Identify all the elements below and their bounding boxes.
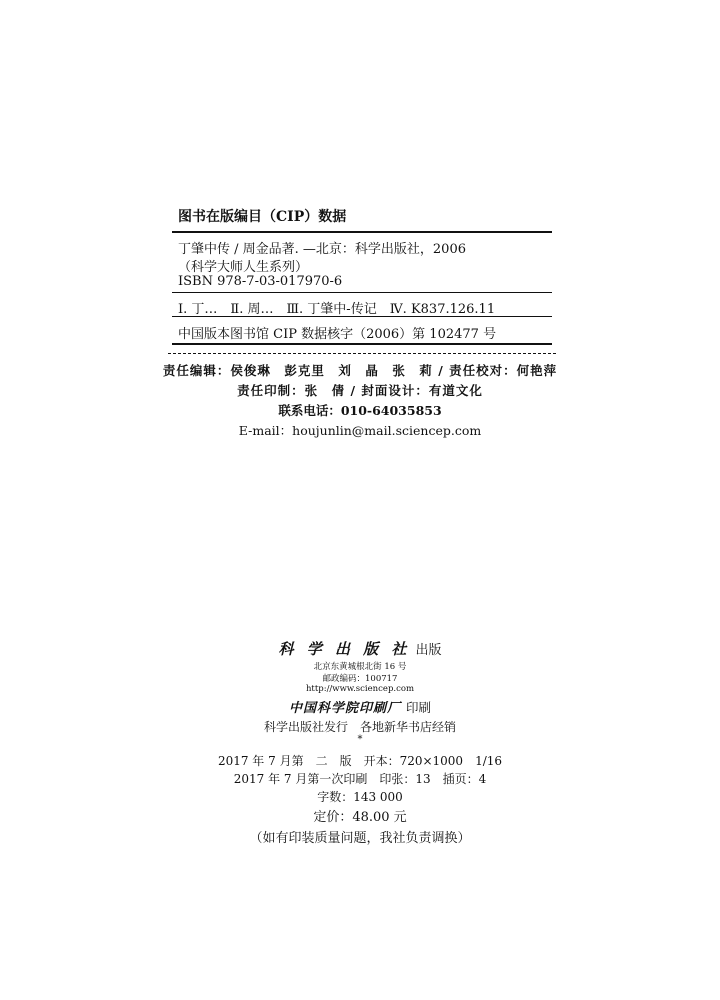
publisher-website: http://www.sciencep.com: [305, 684, 415, 694]
printer-line: [0, 697, 720, 716]
cip-mid-rule-2: [172, 316, 552, 317]
cip-top-rule: [172, 231, 552, 233]
cip-heading: 图书在版编目（CIP）数据: [178, 209, 347, 225]
email-line: E-mail：houjunlin@mail.sciencep.com: [238, 423, 482, 438]
separator-star: *: [357, 734, 363, 745]
printing-line: 2017 年 7 月第一次印刷 印张：13 插页：4: [233, 772, 487, 786]
phone-line: 联系电话：010-64035853: [278, 403, 442, 418]
distribution-line: 科学出版社发行 各地新华书店经销: [263, 720, 456, 734]
cip-bottom-rule: [172, 343, 552, 345]
cip-series-line: （科学大师人生系列）: [178, 260, 309, 275]
publisher-postcode: 邮政编码：100717: [322, 674, 398, 684]
cip-isbn-line: ISBN 978-7-03-017970-6: [178, 274, 343, 289]
publisher-address: 北京东黄城根北街 16 号: [313, 662, 407, 672]
price-line: 定价：48.00 元: [313, 810, 407, 825]
edition-line: 2017 年 7 月第 二 版 开本：720×1000 1/16: [217, 754, 503, 768]
cip-title-line: 丁肇中传 / 周金品著. —北京：科学出版社，2006: [178, 242, 466, 257]
dashed-divider: [168, 353, 556, 354]
word-count-line: 字数：143 000: [317, 790, 403, 804]
cip-number-line: 中国版本图书馆 CIP 数据核字（2006）第 102477 号: [178, 327, 497, 342]
publisher-line: [0, 638, 720, 659]
publisher-suffix: 出版: [415, 643, 442, 658]
printer-suffix: 印刷: [406, 700, 432, 715]
cip-mid-rule: [172, 292, 552, 293]
printer-logo-text: 中国科学院印刷厂: [288, 701, 401, 716]
print-design-line: 责任印制：张 倩 / 封面设计：有道文化: [237, 383, 483, 398]
cip-classification-line: Ⅰ. 丁… Ⅱ. 周… Ⅲ. 丁肇中-传记 Ⅳ. K837.126.11: [178, 302, 496, 317]
quality-notice: （如有印装质量问题，我社负责调换）: [249, 831, 471, 846]
editors-line: 责任编辑：侯俊琳 彭克里 刘 晶 张 莉 / 责任校对：何艳萍: [162, 363, 558, 378]
publisher-logo-text: 科 学 出 版 社: [278, 640, 411, 658]
